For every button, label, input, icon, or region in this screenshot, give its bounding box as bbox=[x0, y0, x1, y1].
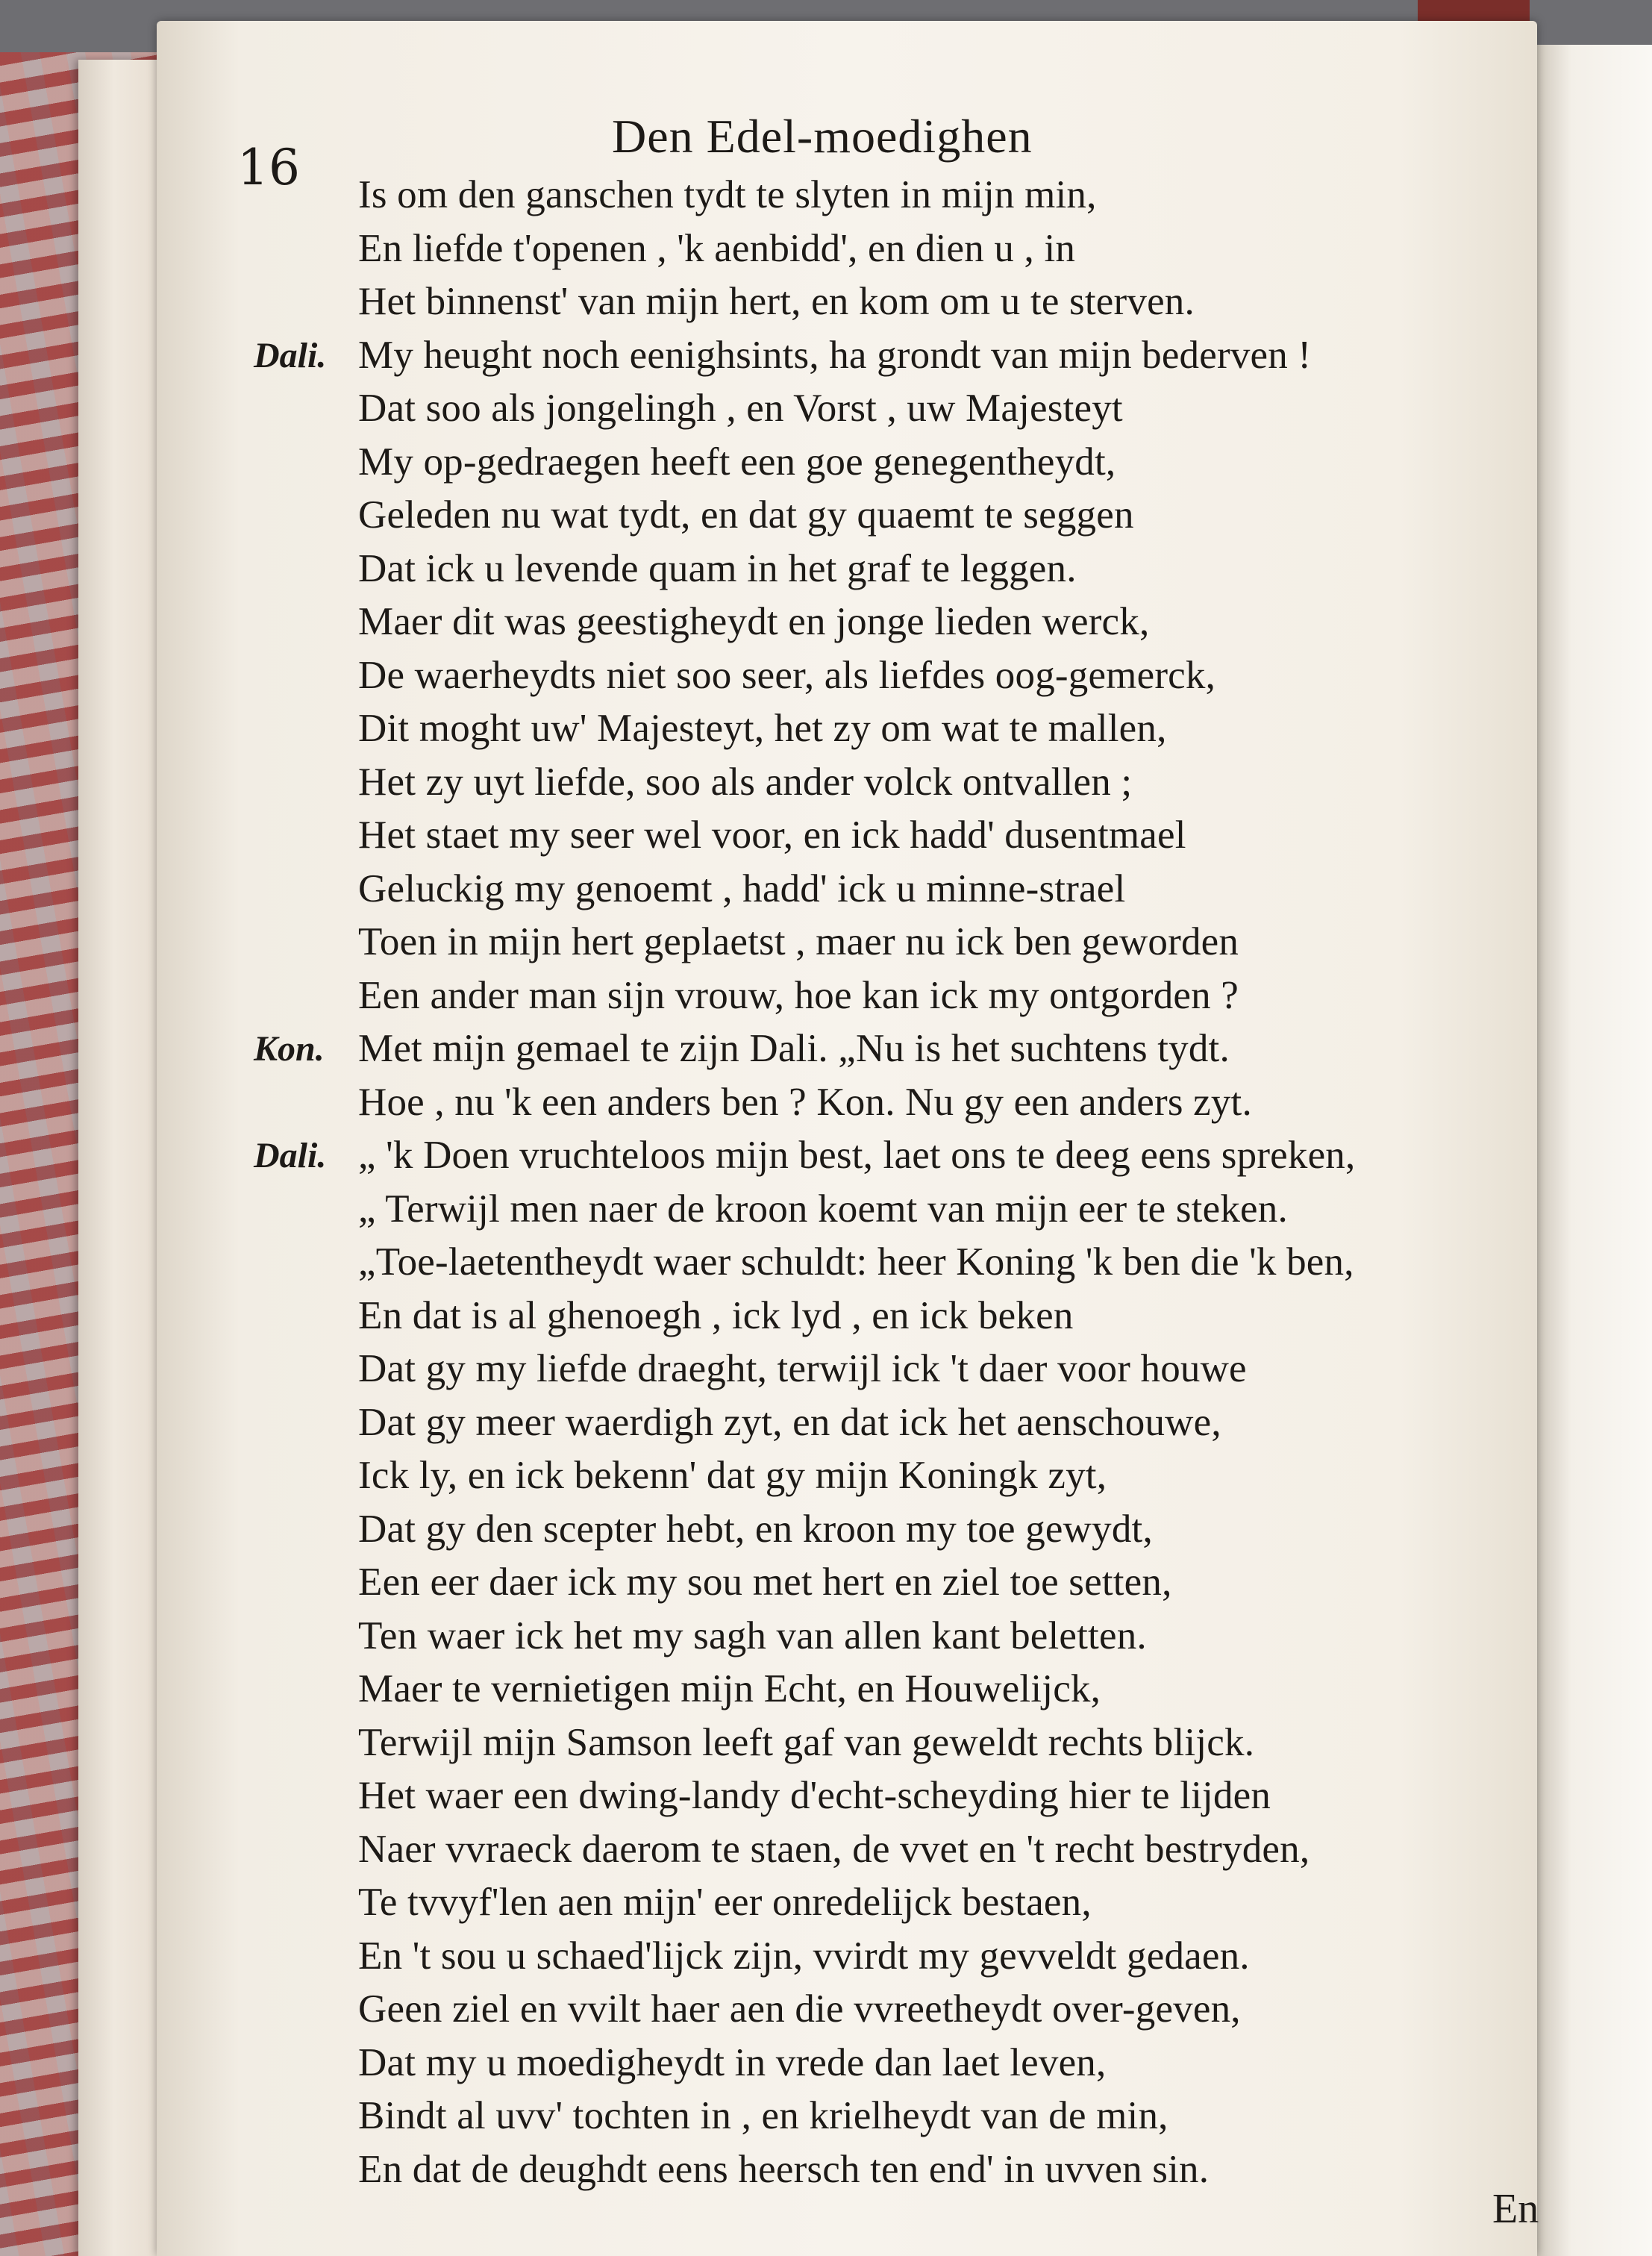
page-number: 16 bbox=[237, 139, 300, 196]
verse-text: En liefde t'openen , 'k aenbidd', en dien u , in bbox=[358, 226, 1076, 270]
verse-text: En 't sou u schaed'lijck zijn, vvirdt my gevveldt gedaen. bbox=[358, 1934, 1250, 1978]
verse-line bbox=[157, 1556, 1537, 1610]
verse-text: Dat gy my liefde draeght, terwijl ick 't daer voor houwe bbox=[358, 1347, 1247, 1390]
verse-text: Te tvvyf'len aen mijn' eer onredelijck bestaen, bbox=[358, 1881, 1092, 1924]
verse-text: Toen in mijn hert geplaetst , maer nu ick ben geworden bbox=[358, 920, 1239, 963]
verse-line bbox=[157, 329, 1537, 383]
verse-line bbox=[157, 275, 1537, 329]
verse-line bbox=[157, 916, 1537, 969]
speaker-label: Kon. bbox=[254, 1029, 325, 1069]
verse-line bbox=[157, 1236, 1537, 1290]
verse-text: Het binnenst' van mijn hert, en kom om u te sterven. bbox=[358, 280, 1195, 323]
verse-line bbox=[157, 863, 1537, 916]
verse-text: Is om den ganschen tydt te slyten in mijn min, bbox=[358, 173, 1097, 216]
verse-line bbox=[157, 1769, 1537, 1823]
verse-line bbox=[157, 1983, 1537, 2037]
verse-line bbox=[157, 2037, 1537, 2090]
verse-line bbox=[157, 1396, 1537, 1450]
verse-text: „ Terwijl men naer de kroon koemt van mijn eer te steken. bbox=[358, 1187, 1288, 1231]
verse-text: Ten waer ick het my sagh van allen kant beletten. bbox=[358, 1613, 1147, 1657]
verse-text: Dat soo als jongelingh , en Vorst , uw Majesteyt bbox=[358, 387, 1123, 430]
verse-text-block bbox=[157, 169, 1537, 2196]
page-edges bbox=[78, 60, 168, 2256]
verse-line bbox=[157, 169, 1537, 222]
verse-text: Dat gy meer waerdigh zyt, en dat ick het aenschouwe, bbox=[358, 1400, 1221, 1444]
verse-text: Dat my u moedigheydt in vrede dan laet leven, bbox=[358, 2040, 1107, 2084]
speaker-label: Dali. bbox=[254, 335, 327, 375]
verse-text: Het zy uyt liefde, soo als ander volck ontvallen ; bbox=[358, 760, 1133, 804]
verse-line bbox=[157, 436, 1537, 490]
verse-text: Bindt al uvv' tochten in , en krielheydt van de min, bbox=[358, 2094, 1168, 2137]
verse-line bbox=[157, 969, 1537, 1023]
verse-text: „ 'k Doen vruchteloos mijn best, laet ons te deeg eens spreken, bbox=[358, 1134, 1356, 1177]
speaker-label: Dali. bbox=[254, 1136, 327, 1175]
verse-line bbox=[157, 1610, 1537, 1663]
verse-line bbox=[157, 1663, 1537, 1716]
verse-text: Geluckig my genoemt , hadd' ick u minne-strael bbox=[358, 866, 1126, 910]
verse-text: Het staet my seer wel voor, en ick hadd' dusentmael bbox=[358, 813, 1186, 857]
verse-text: Maer te vernietigen mijn Echt, en Houwelijck, bbox=[358, 1667, 1101, 1710]
verse-text: Geen ziel en vvilt haer aen die vvreetheydt over-geven, bbox=[358, 1987, 1241, 2031]
verse-line bbox=[157, 1076, 1537, 1130]
verse-line bbox=[157, 702, 1537, 756]
verse-line bbox=[157, 1716, 1537, 1770]
catchword: En bbox=[1492, 2186, 1539, 2232]
verse-text: Het waer een dwing-landy d'echt-scheyding hier te lijden bbox=[358, 1774, 1271, 1817]
verse-text: Een ander man sijn vrouw, hoe kan ick my ontgorden ? bbox=[358, 973, 1239, 1017]
running-head: Den Edel-moedighen bbox=[612, 110, 1033, 163]
verse-line bbox=[157, 596, 1537, 649]
verse-line bbox=[157, 1503, 1537, 1557]
verse-text: My op-gedraegen heeft een goe genegentheydt, bbox=[358, 440, 1116, 484]
verse-text: Maer dit was geestigheydt en jonge lieden werck, bbox=[358, 600, 1150, 643]
verse-text: En dat de deughdt eens heersch ten end' in uvven sin. bbox=[358, 2147, 1210, 2191]
verse-line bbox=[157, 1876, 1537, 1930]
verse-line bbox=[157, 1022, 1537, 1076]
verse-line bbox=[157, 2090, 1537, 2143]
book-page bbox=[157, 21, 1537, 2256]
verse-text: Naer vvraeck daerom te staen, de vvet en 't recht bestryden, bbox=[358, 1827, 1310, 1871]
verse-line bbox=[157, 222, 1537, 276]
verse-line bbox=[157, 1129, 1537, 1183]
verse-text: Een eer daer ick my sou met hert en ziel toe setten, bbox=[358, 1560, 1172, 1604]
verse-line bbox=[157, 809, 1537, 863]
verse-line bbox=[157, 1290, 1537, 1343]
verse-text: En dat is al ghenoegh , ick lyd , en ick beken bbox=[358, 1293, 1074, 1337]
verse-text: Terwijl mijn Samson leeft gaf van geweldt rechts blijck. bbox=[358, 1720, 1255, 1764]
verse-line bbox=[157, 382, 1537, 436]
verse-text: Dat ick u levende quam in het graf te leggen. bbox=[358, 546, 1077, 590]
verse-line bbox=[157, 756, 1537, 810]
verse-line bbox=[157, 489, 1537, 543]
verse-line bbox=[157, 2143, 1537, 2197]
verse-text: Geleden nu wat tydt, en dat gy quaemt te seggen bbox=[358, 493, 1134, 537]
verse-text: De waerheydts niet soo seer, als liefdes oog-gemerck, bbox=[358, 653, 1216, 697]
verse-line bbox=[157, 543, 1537, 596]
verse-line bbox=[157, 1183, 1537, 1237]
verse-line bbox=[157, 1930, 1537, 1984]
verse-text: Met mijn gemael te zijn Dali. „Nu is het suchtens tydt. bbox=[358, 1027, 1230, 1070]
facing-page-edge bbox=[1537, 45, 1652, 2256]
verse-line bbox=[157, 1449, 1537, 1503]
verse-text: „Toe-laetentheydt waer schuldt: heer Koning 'k ben die 'k ben, bbox=[358, 1240, 1354, 1284]
verse-line bbox=[157, 1823, 1537, 1877]
verse-text: Dit moght uw' Majesteyt, het zy om wat te mallen, bbox=[358, 707, 1167, 750]
verse-line bbox=[157, 649, 1537, 703]
verse-text: Hoe , nu 'k een anders ben ? Kon. Nu gy een anders zyt. bbox=[358, 1080, 1252, 1124]
verse-text: Ick ly, en ick bekenn' dat gy mijn Koningk zyt, bbox=[358, 1454, 1107, 1497]
verse-line bbox=[157, 1343, 1537, 1396]
verse-text: Dat gy den scepter hebt, en kroon my toe gewydt, bbox=[358, 1507, 1153, 1551]
verse-text: My heught noch eenighsints, ha grondt van mijn bederven ! bbox=[358, 333, 1312, 377]
